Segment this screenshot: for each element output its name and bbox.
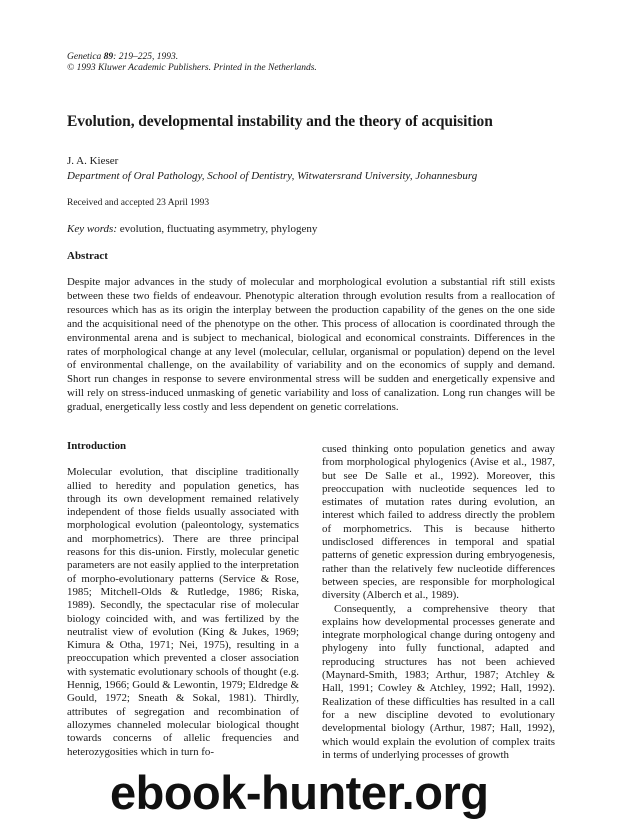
watermark-text: ebook-hunter.org (110, 766, 489, 819)
journal-pages-year: : 219–225, 1993. (113, 52, 179, 62)
introduction-heading: Introduction (67, 440, 127, 452)
left-column (67, 440, 299, 759)
article-title: Evolution, developmental instability and the theory of acquisition (67, 113, 493, 130)
author-name: J. A. Kieser (67, 155, 119, 167)
keywords-list: evolution, fluctuating asymmetry, phylogeny (119, 223, 318, 235)
journal-name: Genetica (67, 52, 102, 62)
abstract-heading: Abstract (67, 250, 108, 262)
journal-volume: 89 (103, 52, 114, 62)
author-affiliation: Department of Oral Pathology, School of Dentistry, Witwatersrand University, Johannesburg (67, 170, 478, 182)
intro-paragraph-left: Molecular evolution, that discipline traditionally allied to heredity and population genetics, has through its own development remained relatively independent of those fields usually associated with morphological evolution (paleontology, systematics and morphometrics). There are three principal reasons for this dis-union. Firstly, molecular genetic parameters are not easily applied to the interpretation of morpho-evolutionary patterns (Service & Rose, 1985; Mitchell-Olds & Rutledge, 1986; Riska, 1989). Secondly, the spectacular rise of molecular biology coincided with, and was fertilized by the neutralist view of evolution (King & Jukes, 1969; Kimura & Otha, 1971; Nei, 1975), resulting in a preoccupation which prevented a closer association with systematic evolutionary schools of thought (e.g. Hennig, 1966; Gould & Lewontin, 1979; Eldredge & Gould, 1972; Sneath & Sokal, 1981). Thirdly, attributes of segregation and recombination of allozymes channeled molecular biological thought towards concerns of allelic frequencies and heterozygosities which in turn fo- (67, 466, 299, 758)
keywords-line (67, 223, 317, 235)
abstract-text: Despite major advances in the study of molecular and morphological evolution a substantial rift still exists between these two fields of endeavour. Phenotypic alteration through evolution results from a reallocation of resources which has as its origin the interplay between the production capability of the genes on the one side and the acquisitional need of the phenotype on the other. This process of allocation is coordinated through the environmental arena and is subject to mechanical, biological and economical constraints. Differences in the rates of morphological change at any level (molecular, cellular, organismal or population) depend on the level of environmental challenge, on the availability of variability and on the economics of supply and demand. Short run changes in response to severe environmental stress will be sudden and energetically expensive and will rely on stress-induced unmasking of genetic variability and loss of canalization. Long run changes will be gradual, energetically less costly and less dependent on genetic correlations. (67, 276, 555, 414)
received-date: Received and accepted 23 April 1993 (67, 198, 210, 208)
journal-header (67, 52, 317, 74)
keywords-label: Key words: (67, 223, 118, 235)
intro-paragraph-right-1: cused thinking onto population genetics and away from morphological phylogenics (Avise et al., 1987, but see De Salle et al., 1992). Moreover, this preoccupation with nucleotide sequences led to estimates of mutation rates during evolution, an interest which failed to address directly the problem of morphometrics. This is because hitherto undisclosed differences in temporal and spatial patterns of genetic expression during embryogenesis, rather than the relatively few nucleotide differences between species, are responsible for morphological diversity (Alberch et al., 1989). (322, 443, 555, 602)
copyright-line: © 1993 Kluwer Academic Publishers. Printed in the Netherlands. (67, 63, 317, 73)
intro-paragraph-right-2: Consequently, a comprehensive theory that explains how developmental processes generate and integrate morphological change during ontogeny and phylogeny into fully functional, adapted and reproducing structures has not been achieved (Maynard-Smith, 1983; Arthur, 1987; Atchley & Hall, 1991; Cowley & Atchley, 1992; Hall, 1992). Realization of these difficulties has resulted in a call for a new discipline devoted to evolutionary developmental biology (Arthur, 1987; Hall, 1992), which would explain the evolution of complex traits in terms of underlying processes of growth (322, 602, 555, 761)
right-column (322, 443, 555, 762)
journal-citation (67, 52, 317, 63)
